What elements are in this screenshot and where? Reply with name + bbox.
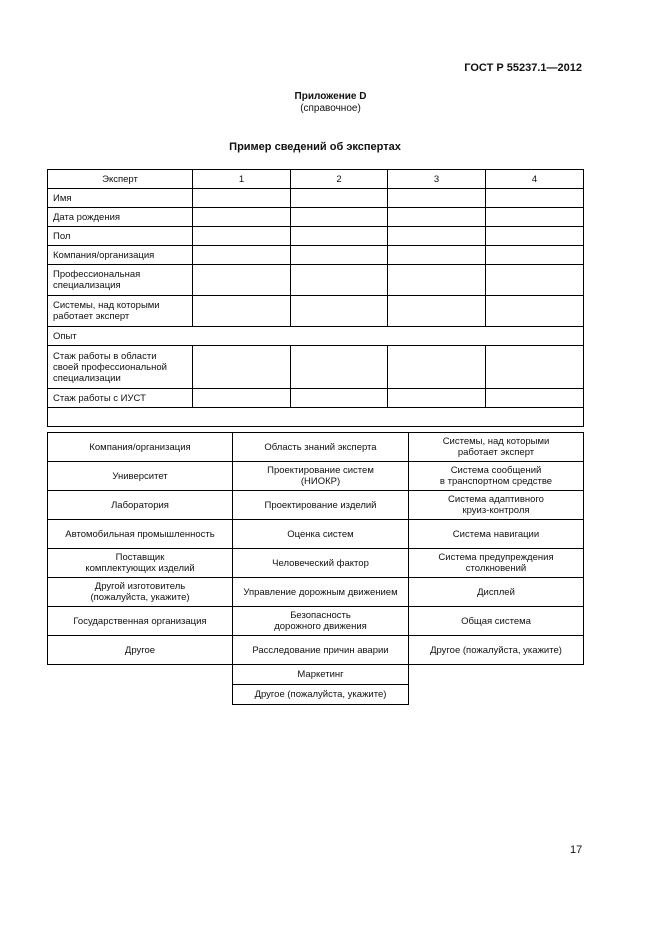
category-table <box>47 432 584 705</box>
category-cell: Другое <box>48 636 233 665</box>
expert-cell[interactable] <box>193 346 291 389</box>
category-cell: Поставщик комплектующих изделий <box>48 549 233 578</box>
expert-row <box>48 189 584 208</box>
expert-cell[interactable] <box>291 296 388 327</box>
expert-cell[interactable] <box>291 389 388 408</box>
category-cell: Система сообщений в транспортном средстве <box>409 462 584 491</box>
expert-cell[interactable] <box>193 265 291 296</box>
category-row <box>48 607 584 636</box>
category-row <box>48 491 584 520</box>
expert-cell[interactable] <box>486 346 584 389</box>
expert-row <box>48 389 584 408</box>
expert-cell[interactable] <box>388 246 486 265</box>
row-label: Компания/организация <box>48 246 193 265</box>
category-row <box>48 462 584 491</box>
category-row <box>48 549 584 578</box>
header-expert-1: 1 <box>193 170 291 189</box>
category-cell: Система навигации <box>409 520 584 549</box>
category-cell: Безопасность дорожного движения <box>233 607 409 636</box>
category-cell: Управление дорожным движением <box>233 578 409 607</box>
row-label: Системы, над которыми работает эксперт <box>48 296 193 327</box>
header-expert: Эксперт <box>48 170 193 189</box>
category-cell: Другой изготовитель (пожалуйста, укажите) <box>48 578 233 607</box>
category-cell: Лаборатория <box>48 491 233 520</box>
category-row <box>48 578 584 607</box>
expert-cell[interactable] <box>486 296 584 327</box>
row-label: Стаж работы в области своей профессиональной специализации <box>48 346 193 389</box>
category-header: Область знаний эксперта <box>233 433 409 462</box>
category-row <box>48 636 584 665</box>
category-cell: Система предупреждения столкновений <box>409 549 584 578</box>
category-cell: Система адаптивного круиз-контроля <box>409 491 584 520</box>
appendix-title: Приложение D <box>294 91 367 102</box>
expert-cell[interactable] <box>388 189 486 208</box>
expert-cell[interactable] <box>388 296 486 327</box>
expert-cell[interactable] <box>388 265 486 296</box>
category-cell: Человеческий фактор <box>233 549 409 578</box>
expert-table-header <box>48 170 584 189</box>
category-cell: Проектирование систем (НИОКР) <box>233 462 409 491</box>
category-row <box>48 665 584 685</box>
category-cell: Дисплей <box>409 578 584 607</box>
appendix-subtitle: (справочное) <box>300 103 361 114</box>
expert-cell[interactable] <box>486 227 584 246</box>
expert-row <box>48 208 584 227</box>
category-cell: Другое (пожалуйста, укажите) <box>233 685 409 705</box>
expert-cell[interactable] <box>291 208 388 227</box>
expert-table <box>47 169 584 427</box>
expert-row <box>48 327 584 346</box>
expert-cell[interactable] <box>486 389 584 408</box>
category-cell: Маркетинг <box>233 665 409 685</box>
expert-cell[interactable] <box>291 227 388 246</box>
expert-cell[interactable] <box>193 246 291 265</box>
expert-cell[interactable] <box>291 246 388 265</box>
category-cell: Государственная организация <box>48 607 233 636</box>
expert-cell[interactable] <box>388 227 486 246</box>
row-label: Стаж работы с ИУСТ <box>48 389 193 408</box>
expert-cell[interactable] <box>388 208 486 227</box>
category-row <box>48 685 584 705</box>
empty-cell <box>48 685 233 705</box>
row-label: Имя <box>48 189 193 208</box>
expert-row <box>48 246 584 265</box>
category-row <box>48 520 584 549</box>
header-expert-4: 4 <box>486 170 584 189</box>
row-label: Профессиональная специализация <box>48 265 193 296</box>
appendix-heading <box>0 91 661 115</box>
expert-cell[interactable] <box>291 265 388 296</box>
table-title: Пример сведений об экспертах <box>229 141 401 153</box>
category-cell: Общая система <box>409 607 584 636</box>
header-expert-2: 2 <box>291 170 388 189</box>
empty-row-cell <box>48 408 584 427</box>
header-expert-3: 3 <box>388 170 486 189</box>
category-cell: Автомобильная промышленность <box>48 520 233 549</box>
expert-cell[interactable] <box>193 389 291 408</box>
expert-row <box>48 346 584 389</box>
expert-row <box>48 227 584 246</box>
expert-cell[interactable] <box>486 189 584 208</box>
row-label: Дата рождения <box>48 208 193 227</box>
expert-row <box>48 296 584 327</box>
category-cell: Оценка систем <box>233 520 409 549</box>
expert-cell[interactable] <box>193 189 291 208</box>
expert-cell[interactable] <box>486 208 584 227</box>
expert-empty-row <box>48 408 584 427</box>
row-label: Опыт <box>48 327 584 346</box>
category-cell: Расследование причин аварии <box>233 636 409 665</box>
expert-cell[interactable] <box>486 265 584 296</box>
empty-cell <box>409 685 584 705</box>
expert-cell[interactable] <box>291 189 388 208</box>
expert-cell[interactable] <box>291 346 388 389</box>
expert-row <box>48 265 584 296</box>
category-header: Компания/организация <box>48 433 233 462</box>
empty-cell <box>409 665 584 685</box>
expert-cell[interactable] <box>388 389 486 408</box>
expert-cell[interactable] <box>388 346 486 389</box>
expert-cell[interactable] <box>193 296 291 327</box>
row-label: Пол <box>48 227 193 246</box>
category-table-header <box>48 433 584 462</box>
empty-cell <box>48 665 233 685</box>
category-header: Системы, над которыми работает эксперт <box>409 433 584 462</box>
expert-cell[interactable] <box>193 227 291 246</box>
expert-cell[interactable] <box>193 208 291 227</box>
category-cell: Университет <box>48 462 233 491</box>
category-cell: Проектирование изделий <box>233 491 409 520</box>
standard-code: ГОСТ Р 55237.1—2012 <box>464 62 582 74</box>
expert-cell[interactable] <box>486 246 584 265</box>
page-number: 17 <box>570 844 583 856</box>
category-cell: Другое (пожалуйста, укажите) <box>409 636 584 665</box>
